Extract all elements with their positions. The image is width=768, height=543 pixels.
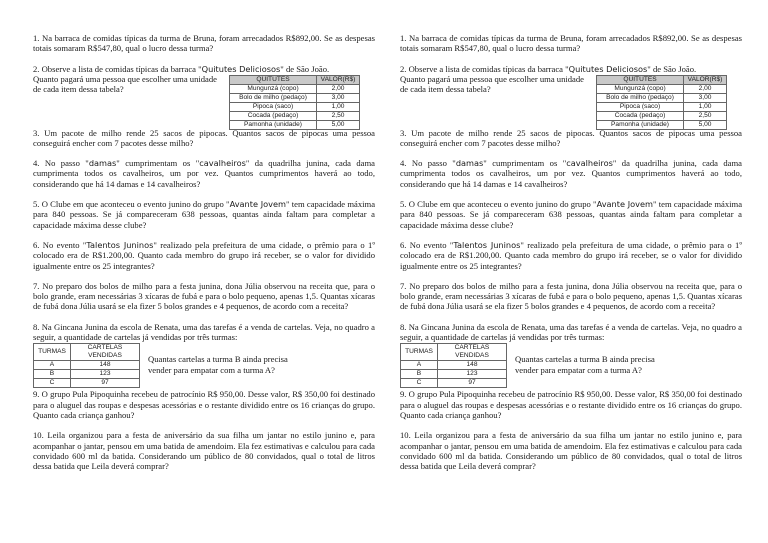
food-price-table <box>596 75 727 130</box>
table-cell: 3,00 <box>684 93 727 102</box>
question-3: 3. Um pacote de milho rende 25 sacos de pipocas. Quantos sacos de pipocas uma pessoa conseguirá encher com 7 pacotes desse milho? <box>33 127 375 148</box>
question-2-intro: 2. Observe a lista de comidas típicas da barraca "Quitutes Deliciosos" de São João. <box>400 63 697 74</box>
question-7: 7. No preparo dos bolos de milho para a festa junina, dona Júlia observou na receita que, para o bolo grande, eram necessárias 3 xícaras de fubá e para o bolo pequeno, apenas 1,5. Quantas xícaras de fubá dona Júlia usará se ela fizer 5 bolos grandes e 4 pequenos, de acordo com a receita? <box>33 280 375 312</box>
question-5: 5. O Clube em que aconteceu o evento junino do grupo "Avante Jovem" tem capacidade máxima para 840 pessoas. Se já compareceram 638 pessoas, quantas ainda faltam para completar a capacidade máxima desse clube? <box>33 199 376 230</box>
table-cell: 123 <box>71 370 140 379</box>
bold-term: damas <box>455 158 484 169</box>
question-8-text: 8. Na Gincana Junina da escola de Renata, uma das tarefas é a venda de cartelas. Veja, no quadro a seguir, a quantidade de cartelas já vendidas por três turmas: <box>33 321 375 343</box>
table-cell: Pipoca (saco) <box>230 102 317 111</box>
table-cell: 2,00 <box>317 84 360 93</box>
bold-term: Avante Jovem <box>229 199 286 210</box>
table-row <box>34 379 140 388</box>
table-row <box>401 361 507 370</box>
table-row <box>230 111 360 120</box>
bold-term: cavalheiros <box>566 158 613 169</box>
table-cell: Cocada (pedaço) <box>230 111 317 120</box>
stall-name: Quitutes Deliciosos <box>201 63 281 74</box>
question-8-row <box>400 343 742 388</box>
header-quitutes: QUITUTES <box>597 75 684 84</box>
question-2-text: Quanto pagará uma pessoa que escolher uma unidade de cada item dessa tabela? <box>33 73 217 94</box>
bold-term: cavalheiros <box>199 158 246 169</box>
question-1: 1. Na barraca de comidas típicas da turma de Bruna, foram arrecadados R$892,00. Se as despesas totais somaram R$547,80, qual o lucro dessa turma? <box>33 33 375 54</box>
table-row <box>230 93 360 102</box>
question-6: 6. No evento "Talentos Juninos" realizado pela prefeitura de uma cidade, o prêmio para o 1º colocado era de R$1.200,00. Quanto cada membro do grupo irá receber, se o valor for dividido igualmente entre os 25 integrantes? <box>400 239 742 271</box>
table-cell: C <box>34 379 71 388</box>
table-cell: 148 <box>438 361 507 370</box>
table-cell: Bolo de milho (pedaço) <box>597 93 684 102</box>
table-cell: Mungunzá (copo) <box>597 84 684 93</box>
table-cell: 148 <box>71 361 140 370</box>
table-row <box>597 120 727 129</box>
question-8-row <box>33 343 375 388</box>
table-header-row <box>597 75 727 84</box>
table-cell: 2,50 <box>684 111 727 120</box>
question-8 <box>400 322 742 389</box>
header-quitutes: QUITUTES <box>230 75 317 84</box>
table-cell: 1,00 <box>317 102 360 111</box>
table-header-row <box>230 75 360 84</box>
table-cell: Pipoca (saco) <box>597 102 684 111</box>
table-cell: A <box>34 361 71 370</box>
bold-term: Avante Jovem <box>596 199 653 210</box>
bold-term: damas <box>88 158 117 169</box>
bold-term: Talentos Juninos <box>86 239 154 250</box>
question-2 <box>400 64 742 128</box>
table-row <box>401 370 507 379</box>
table-cell: A <box>401 361 438 370</box>
question-9: 9. O grupo Pula Pipoquinha recebeu de patrocínio R$ 950,00. Desse valor, R$ 350,00 foi destinado para o aluguel das roupas e despesas acessórias e o restante dividido entre os 16 crianças do grupo. Quanto cada criança ganhou? <box>33 389 375 420</box>
worksheet-column-left <box>33 33 375 471</box>
table-cell: 3,00 <box>317 93 360 102</box>
header-valor: VALOR(R$) <box>684 75 727 84</box>
question-8-side-text: Quantas cartelas a turma B ainda precisa vender para empatar com a turma A? <box>515 354 655 375</box>
table-row <box>34 370 140 379</box>
table-cell: 2,50 <box>317 111 360 120</box>
table-cell: Bolo de milho (pedaço) <box>230 93 317 102</box>
table-cell: 97 <box>438 379 507 388</box>
table-cell: 2,00 <box>684 84 727 93</box>
question-8 <box>33 322 375 389</box>
table-row <box>401 379 507 388</box>
question-10: 10. Leila organizou para a festa de aniversário da sua filha um jantar no estilo junino e, para acompanhar o jantar, pensou em uma batida de amendoim. Ela fez estimativas e calculou para cada convidado 600 ml da batida. Considerando um público de 80 convidados, qual o total de litros dessa batida que Leila deverá comprar? <box>33 430 375 472</box>
question-7: 7. No preparo dos bolos de milho para a festa junina, dona Júlia observou na receita que, para o bolo grande, eram necessárias 3 xícaras de fubá e para o bolo pequeno, apenas 1,5. Quantas xícaras de fubá dona Júlia usará se ela fizer 5 bolos grandes e 4 pequenos, de acordo com a receita? <box>400 280 742 312</box>
bold-term: Talentos Juninos <box>453 239 521 250</box>
table-cell: 97 <box>71 379 140 388</box>
sales-table <box>400 343 507 388</box>
table-row <box>230 84 360 93</box>
table-cell: 1,00 <box>684 102 727 111</box>
table-row <box>597 102 727 111</box>
food-price-table <box>229 75 360 130</box>
table-row <box>34 361 140 370</box>
table-row <box>597 111 727 120</box>
question-8-side-text: Quantas cartelas a turma B ainda precisa vender para empatar com a turma A? <box>148 354 288 375</box>
table-cell: Cocada (pedaço) <box>597 111 684 120</box>
question-10: 10. Leila organizou para a festa de aniversário da sua filha um jantar no estilo junino e, para acompanhar o jantar, pensou em uma batida de amendoim. Ela fez estimativas e calculou para cada convidado 600 ml da batida. Considerando um público de 80 convidados, qual o total de litros dessa batida que Leila deverá comprar? <box>400 430 742 472</box>
question-5: 5. O Clube em que aconteceu o evento junino do grupo "Avante Jovem" tem capacidade máxima para 840 pessoas. Se já compareceram 638 pessoas, quantas ainda faltam para completar a capacidade máxima desse clube? <box>400 199 743 230</box>
table-row <box>597 93 727 102</box>
table-header-row <box>401 344 507 361</box>
question-6: 6. No evento "Talentos Juninos" realizado pela prefeitura de uma cidade, o prêmio para o 1º colocado era de R$1.200,00. Quanto cada membro do grupo irá receber, se o valor for dividido igualmente entre os 25 integrantes? <box>33 239 375 271</box>
table-cell: C <box>401 379 438 388</box>
table-cell: Pamonha (unidade) <box>597 120 684 129</box>
table-cell: B <box>34 370 71 379</box>
question-9: 9. O grupo Pula Pipoquinha recebeu de patrocínio R$ 950,00. Desse valor, R$ 350,00 foi destinado para o aluguel das roupas e despesas acessórias e o restante dividido entre os 16 crianças do grupo. Quanto cada criança ganhou? <box>400 389 742 420</box>
table-row <box>597 84 727 93</box>
table-cell: Mungunzá (copo) <box>230 84 317 93</box>
table-cell: 123 <box>438 370 507 379</box>
header-turmas: TURMAS <box>401 344 438 361</box>
header-turmas: TURMAS <box>34 344 71 361</box>
question-2-text: Quanto pagará uma pessoa que escolher uma unidade de cada item dessa tabela? <box>400 73 584 94</box>
header-valor: VALOR(R$) <box>317 75 360 84</box>
table-row <box>230 102 360 111</box>
header-cartelas: CARTELAS VENDIDAS <box>71 344 140 361</box>
table-cell: 5,00 <box>317 120 360 129</box>
table-header-row <box>34 344 140 361</box>
question-4: 4. No passo "damas" cumprimentam os "cavalheiros" da quadrilha junina, cada dama cumprimenta todos os cavalheiros, um por vez. Quantos cumprimentos haverá ao todo, considerando que há 14 damas e 14 cavalheiros? <box>400 158 742 189</box>
question-2 <box>33 64 375 128</box>
question-3: 3. Um pacote de milho rende 25 sacos de pipocas. Quantos sacos de pipocas uma pessoa conseguirá encher com 7 pacotes desse milho? <box>400 127 742 148</box>
table-cell: Pamonha (unidade) <box>230 120 317 129</box>
question-4: 4. No passo "damas" cumprimentam os "cavalheiros" da quadrilha junina, cada dama cumprimenta todos os cavalheiros, um por vez. Quantos cumprimentos haverá ao todo, considerando que há 14 damas e 14 cavalheiros? <box>33 158 375 189</box>
worksheet-column-right <box>400 33 742 471</box>
table-cell: B <box>401 370 438 379</box>
sales-table <box>33 343 140 388</box>
question-8-text: 8. Na Gincana Junina da escola de Renata, uma das tarefas é a venda de cartelas. Veja, no quadro a seguir, a quantidade de cartelas já vendidas por três turmas: <box>400 321 742 343</box>
stall-name: Quitutes Deliciosos <box>568 63 648 74</box>
question-2-intro: 2. Observe a lista de comidas típicas da barraca "Quitutes Deliciosos" de São João. <box>33 63 330 74</box>
question-1: 1. Na barraca de comidas típicas da turma de Bruna, foram arrecadados R$892,00. Se as despesas totais somaram R$547,80, qual o lucro dessa turma? <box>400 33 742 54</box>
table-row <box>230 120 360 129</box>
header-cartelas: CARTELAS VENDIDAS <box>438 344 507 361</box>
table-cell: 5,00 <box>684 120 727 129</box>
